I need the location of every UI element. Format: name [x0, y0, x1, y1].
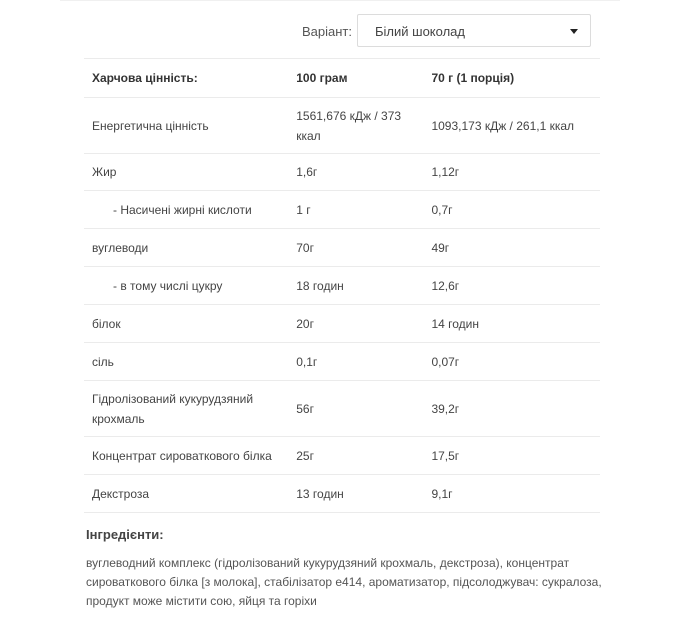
top-divider [60, 0, 620, 1]
row-per100: 25г [288, 437, 423, 475]
row-per-serving: 39,2г [423, 381, 600, 437]
row-name: - в тому числі цукру [84, 267, 288, 305]
header-nutrition-value: Харчова цінність: [84, 59, 288, 98]
table-row [84, 475, 600, 513]
row-name: сіль [84, 343, 288, 381]
row-per100: 70г [288, 229, 423, 267]
row-name: - Насичені жирні кислоти [84, 191, 288, 229]
row-per100: 1 г [288, 191, 423, 229]
table-row [84, 343, 600, 381]
row-per-serving: 14 годин [423, 305, 600, 343]
table-row [84, 437, 600, 475]
table-row [84, 381, 600, 437]
row-per-serving: 1,12г [423, 154, 600, 191]
caret-down-icon [570, 29, 578, 34]
row-per-serving: 17,5г [423, 437, 600, 475]
row-per100: 56г [288, 381, 423, 437]
table-row [84, 305, 600, 343]
ingredients-text: вуглеводний комплекс (гідролізований кукурудзяний крохмаль, декстроза), концентрат сироваткового білка [з молока], стабілізатор е414, ароматизатор, підсолоджувач: сукралоза, продукт може містити сою, яйця та горіхи [86, 556, 602, 608]
row-name: Концентрат сироваткового білка [84, 437, 288, 475]
row-per-serving: 1093,173 кДж / 261,1 ккал [423, 98, 600, 154]
row-per100: 0,1г [288, 343, 423, 381]
variant-selected-value: Білий шоколад [375, 24, 465, 39]
table-row [84, 191, 600, 229]
row-per-serving: 9,1г [423, 475, 600, 513]
header-per-100g: 100 грам [288, 59, 423, 98]
row-per-serving: 0,07г [423, 343, 600, 381]
variant-dropdown[interactable] [357, 14, 591, 47]
row-per-serving: 0,7г [423, 191, 600, 229]
row-per-serving: 49г [423, 229, 600, 267]
row-name: вуглеводи [84, 229, 288, 267]
row-name: білок [84, 305, 288, 343]
table-row [84, 229, 600, 267]
row-per100: 20г [288, 305, 423, 343]
nutrition-table [84, 58, 600, 513]
ingredients-title: Інгредієнти: [86, 527, 164, 542]
variant-selector-row [300, 14, 594, 49]
table-row [84, 267, 600, 305]
table-row [84, 98, 600, 154]
row-name: Гідролізований кукурудзяний крохмаль [84, 381, 288, 437]
table-header-row [84, 59, 600, 98]
row-per-serving: 12,6г [423, 267, 600, 305]
row-per100: 13 годин [288, 475, 423, 513]
row-name: Декстроза [84, 475, 288, 513]
row-per100: 1,6г [288, 154, 423, 191]
row-per100: 18 годин [288, 267, 423, 305]
row-name: Жир [84, 154, 288, 191]
header-per-serving: 70 г (1 порція) [423, 59, 600, 98]
row-per100: 1561,676 кДж / 373 ккал [288, 98, 423, 154]
row-name: Енергетична цінність [84, 98, 288, 154]
variant-label: Варіант: [302, 24, 352, 39]
table-row [84, 154, 600, 191]
